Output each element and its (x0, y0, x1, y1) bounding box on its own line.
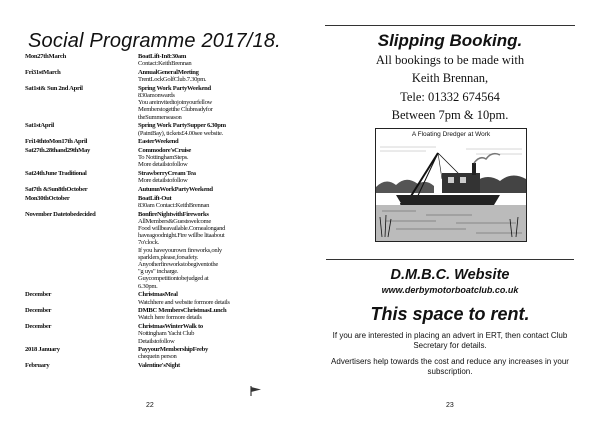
event-detail-line: Detailstofollow (138, 337, 175, 345)
event-row (25, 85, 303, 121)
event-title: PayyourMembershipFeeby (138, 346, 208, 354)
event-date: November Datetobedecided (25, 210, 96, 218)
event-details (138, 211, 303, 290)
event-details (138, 147, 303, 169)
programme-title: Social Programme 2017/18. (28, 30, 281, 52)
event-row (25, 323, 303, 345)
event-row (25, 138, 303, 145)
event-detail-line: Memberstogetthe Clubreadyfor (138, 106, 213, 114)
event-detail-line: You areinvitedtojoinyourfellow (138, 99, 213, 107)
advert-info-paragraph: If you are interested in placing an advert in ERT, then contact Club Secretary for details. (332, 331, 568, 350)
page-number: 22 (146, 402, 154, 409)
events-list (25, 53, 303, 371)
event-row (25, 170, 303, 184)
event-row (25, 147, 303, 169)
event-date: February (25, 362, 50, 370)
event-detail-line: Nottingham Yacht Club (138, 330, 195, 338)
event-title: StrawberryCream Tea (138, 170, 196, 178)
event-date: Sat24thJune Traditional (25, 170, 87, 178)
event-row (25, 122, 303, 136)
event-title: BoatLift-Out (138, 194, 172, 202)
advertisers-paragraph: Advertisers help towards the cost and reduce any increases in your subscription. (331, 357, 569, 376)
event-date: 2018 January (25, 346, 60, 354)
event-row (25, 211, 303, 290)
event-detail-line: More detailstofollow (138, 177, 188, 185)
event-title: ChristmasMeal (138, 291, 178, 299)
event-title: Commodore'sCruise (138, 146, 192, 154)
event-title: AutumnWorkPartyWeekend (138, 185, 213, 193)
event-details (138, 291, 303, 305)
event-detail-line: (PaintBay), tickets£4.00see website. (138, 129, 223, 137)
event-details (138, 122, 303, 136)
event-detail-line: Anyotherfireworkstobegiventothe (138, 260, 219, 268)
event-detail-line: TrentLockGolfClub.7.30pm. (138, 76, 207, 84)
dredger-drawing (376, 129, 526, 241)
event-details (138, 346, 303, 360)
divider-line (325, 25, 575, 26)
event-title: AnnualGeneralMeeting (138, 68, 199, 76)
event-detail-line: Guycompetitiontobejudged at (138, 275, 209, 283)
event-title: Spring Work PartyWeekend (138, 84, 211, 92)
event-title: BoatLift-In8:30am (138, 53, 187, 60)
booking-line: All bookings to be made with (375, 53, 525, 67)
event-detail-line: AllMembers&Guestswelcome (138, 217, 212, 225)
event-detail-line: If you haveyourown fireworks,only (138, 246, 222, 254)
page-number: 23 (446, 402, 454, 409)
event-date: Mon27thMarch (25, 53, 66, 60)
event-row (25, 53, 303, 67)
event-detail-line: 830am Contact:KeithBrennan (138, 201, 210, 209)
booking-telephone: Tele: 01332 674564 (400, 90, 500, 104)
event-title: BonfireNightwithFireworks (138, 210, 209, 218)
event-detail-line: haveagoodnight.Fire willbe litaabout (138, 232, 225, 240)
event-row (25, 346, 303, 360)
event-date: December (25, 307, 52, 315)
event-details (138, 69, 303, 83)
event-details (138, 170, 303, 184)
event-date: Fri31stMarch (25, 68, 61, 76)
event-detail-line: chequein person (138, 353, 177, 361)
event-title: EasterWeekend (138, 138, 179, 146)
dredger-illustration (375, 128, 527, 242)
event-detail-line: 7o'clock. (138, 239, 160, 247)
event-detail-line: 6.30pm. (138, 282, 158, 290)
event-details (138, 362, 303, 369)
event-row (25, 195, 303, 209)
event-detail-line: Watchhere and website formore details (138, 298, 230, 306)
event-details (138, 323, 303, 345)
event-date: Fri14thtoMon17th April (25, 138, 88, 146)
event-details (138, 138, 303, 145)
event-detail-line: Contact:KeithBrennan (138, 60, 192, 68)
pennant-flag-icon (250, 386, 262, 396)
website-url: www.derbymotorboatclub.co.uk (381, 285, 519, 295)
event-title: Valentine'sNight (138, 362, 180, 370)
event-row (25, 69, 303, 83)
event-date: Sat1st& Sun 2nd April (25, 84, 83, 92)
event-details (138, 195, 303, 209)
event-row (25, 307, 303, 321)
event-detail-line: "g uys" incharge. (138, 268, 179, 276)
space-to-rent-heading: This space to rent. (370, 304, 530, 324)
event-detail-line: More detailstofollow (138, 161, 188, 169)
event-title: DMBC MembersChristmasLunch (138, 307, 227, 315)
event-date: Sat1stApril (25, 122, 54, 130)
booking-hours: Between 7pm & 10pm. (391, 108, 509, 122)
right-page (300, 0, 600, 425)
event-row (25, 362, 303, 369)
event-details (138, 85, 303, 121)
event-detail-line: 830amonwards (138, 92, 175, 100)
website-heading: D.M.B.C. Website (390, 267, 510, 283)
event-title: Spring Work PartySupper 6.30pm (138, 122, 226, 130)
event-details (138, 186, 303, 193)
divider-line (326, 259, 574, 260)
event-detail-line: To NottinghamSteps. (138, 154, 189, 162)
event-detail-line: Food willbeavailable.Comealongand (138, 224, 226, 232)
booking-contact-name: Keith Brennan, (411, 71, 489, 85)
event-details (138, 53, 303, 67)
event-date: Sat27th.28thand29thMay (25, 146, 91, 154)
event-date: December (25, 291, 52, 299)
event-row (25, 186, 303, 193)
event-row (25, 291, 303, 305)
event-title: ChristmasWinterWalk to (138, 323, 203, 331)
event-date: Sat7th &Sun8thOctober (25, 185, 88, 193)
event-details (138, 307, 303, 321)
event-date: December (25, 323, 52, 331)
event-detail-line: Watch here formore details (138, 314, 202, 322)
event-date: Mon30thOctober (25, 194, 70, 202)
picture-caption: A Floating Dredger at Work (411, 131, 491, 138)
slipping-booking-title: Slipping Booking. (377, 31, 523, 50)
event-detail-line: sparklers,please,forsafety. (138, 253, 199, 261)
event-detail-line: theSummerseason (138, 113, 182, 121)
